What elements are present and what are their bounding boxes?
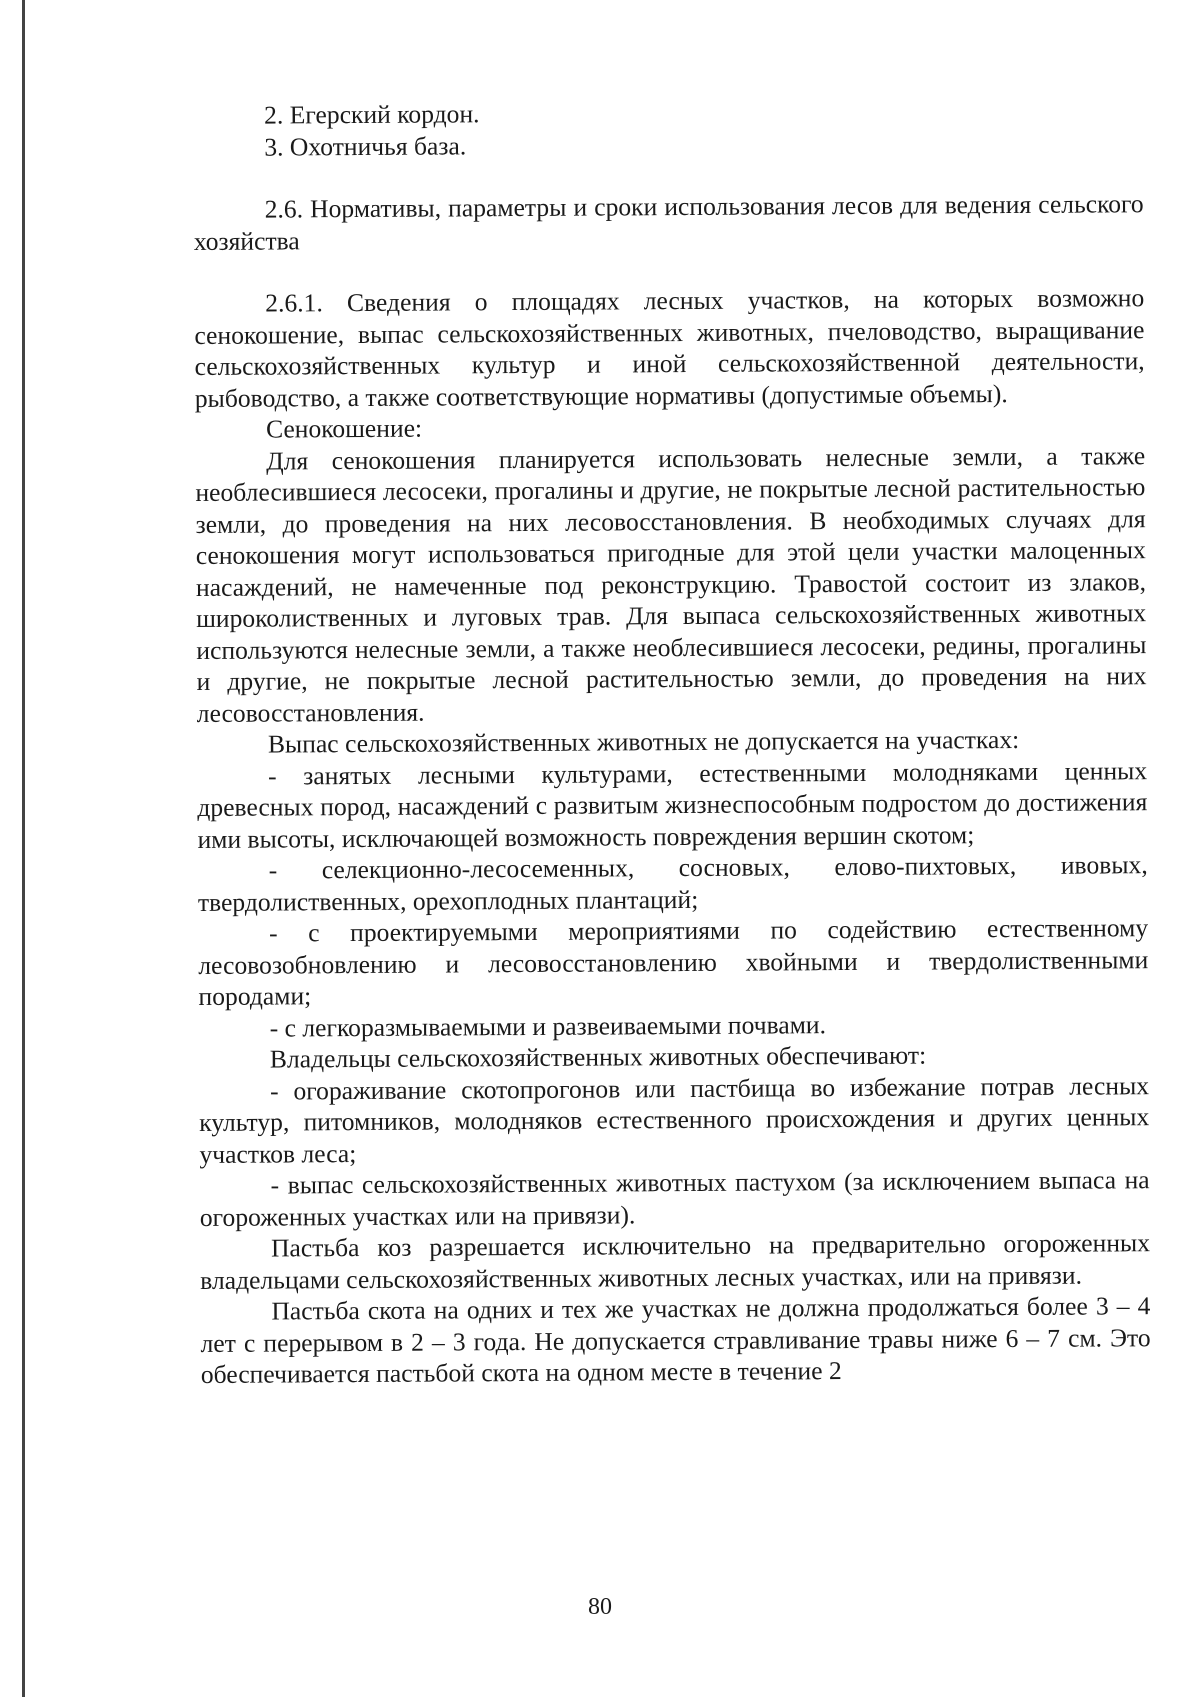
- haymaking-label: Сенокошение:: [265, 413, 423, 444]
- cattle-paragraph: Пастьба скота на одних и тех же участках не должна продолжаться более 3 – 4 лет с перерывом в 2 – 3 года. Не допускается стравливание травы ниже 6 – 7 см. Это обеспечивается пастьбой скота на одном месте в течение 2: [200, 1291, 1151, 1389]
- section-heading: 2.6. Нормативы, параметры и сроки использования лесов для ведения сельского хозяйства: [193, 189, 1144, 256]
- list-item-hunting-base: 3. Охотничья база.: [264, 130, 467, 162]
- haymaking-paragraph: Для сенокошения планируется использовать нелесные земли, а также необлесившиеся лесосеки, прогалины и другие, не покрытые лесной растительностью земли, до проведения на них лесовосстановления. В необходимых случаях для сенокошения могут использоваться пригодные для этой цели участки малоценных насаждений, не намеченные под реконструкцию. Травостой состоит из злаков, широколиственных и луговых трав. Для выпаса сельскохозяйственных животных используются нелесные земли, а также необлесившиеся лесосеки, редины, прогалины и другие, не покрытые лесной растительностью земли, до проведения на них лесовосстановления.: [195, 440, 1147, 728]
- grazing-bullet: - с проектируемыми мероприятиями по содействию естественному лесовозобновлению и лесовосстановлению хвойными и твердолиственными породами;: [198, 913, 1149, 1011]
- grazing-intro: Выпас сельскохозяйственных животных не допускается на участках:: [267, 724, 1020, 759]
- owners-bullet: - выпас сельскохозяйственных животных пастухом (за исключением выпаса на огороженных участках или на привязи).: [199, 1165, 1150, 1232]
- goats-paragraph: Пастьба коз разрешается исключительно на предварительно огороженных владельцами сельскохозяйственных животных лесных участках, или на привязи.: [200, 1228, 1151, 1295]
- grazing-bullet: - занятых лесными культурами, естественными молодняками ценных древесных пород, насаждений с развитым жизнеспособным подростом до достижения ими высоты, исключающей возможность повреждения вершин скотом;: [197, 755, 1148, 854]
- list-item-cordon: 2. Егерский кордон.: [264, 99, 480, 130]
- grazing-bullet: - с легкоразмываемыми и развеиваемыми почвами.: [269, 1009, 827, 1043]
- scan-edge-line: [22, 0, 25, 1697]
- grazing-bullet: - селекционно-лесосеменных, сосновых, елово-пихтовых, ивовых, твердолиственных, орехоплодных плантаций;: [197, 850, 1148, 917]
- owners-bullet: - огораживание скотопрогонов или пастбища во избежание потрав лесных культур, питомников, молодняков естественного происхождения и других ценных участков леса;: [199, 1070, 1150, 1169]
- page-number: 80: [588, 1594, 612, 1620]
- owners-intro: Владельцы сельскохозяйственных животных обеспечивают:: [269, 1040, 927, 1074]
- document-page: [193, 94, 1151, 1390]
- subsection-paragraph: 2.6.1. Сведения о площадях лесных участков, на которых возможно сенокошение, выпас сельскохозяйственных животных, пчеловодство, выращивание сельскохозяйственных культур и иной сельскохозяйственной деятельности, рыбоводство, а также соответствующие нормативы (допустимые объемы).: [194, 283, 1145, 413]
